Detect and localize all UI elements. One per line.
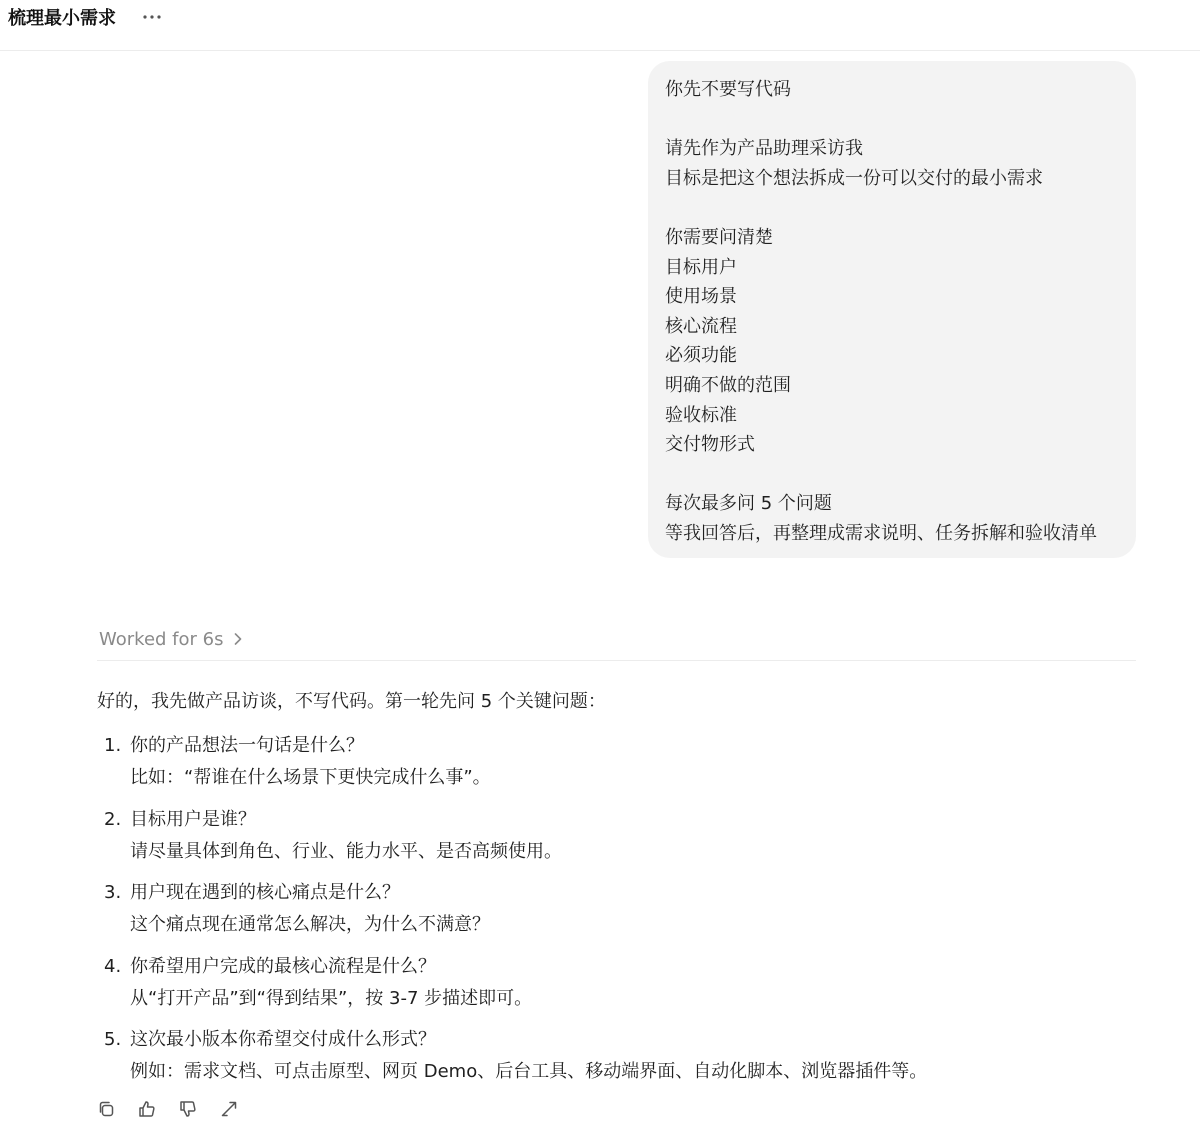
question-text: 你的产品想法一句话是什么？ <box>130 735 364 756</box>
message-line: 目标用户 <box>665 256 737 278</box>
question-item <box>97 805 1097 879</box>
worked-label: Worked for 6s <box>99 628 224 650</box>
blank-line <box>665 193 1136 223</box>
share-icon[interactable] <box>217 1097 258 1121</box>
question-text: 目标用户是谁？ <box>130 808 256 830</box>
question-number: 3. <box>104 882 122 903</box>
question-detail: 这个痛点现在通常怎么解决，为什么不满意？ <box>130 914 490 935</box>
question-item <box>97 1025 1097 1099</box>
question-number: 2. <box>104 808 122 830</box>
question-number: 1. <box>104 735 122 756</box>
question-detail: 请尽量具体到角色、行业、能力水平、是否高频使用。 <box>130 840 562 862</box>
message-line: 你需要问清楚 <box>665 226 773 248</box>
assistant-intro: 好的，我先做产品访谈，不写代码。第一轮先问 5 个关键问题： <box>97 691 606 712</box>
copy-icon[interactable] <box>94 1097 135 1121</box>
conversation-title: 梳理最小需求 <box>8 8 116 29</box>
message-line: 目标是把这个想法拆成一份可以交付的最小需求 <box>665 167 1043 189</box>
message-line: 验收标准 <box>665 404 737 426</box>
question-text: 用户现在遇到的核心痛点是什么？ <box>130 882 400 903</box>
message-line: 交付物形式 <box>665 434 755 456</box>
question-item <box>97 731 1097 805</box>
blank-line <box>665 460 1136 490</box>
divider <box>97 660 1136 661</box>
message-line: 你先不要写代码 <box>665 79 791 100</box>
blank-line <box>665 105 1136 135</box>
question-detail: 例如：需求文档、可点击原型、网页 Demo、后台工具、移动端界面、自动化脚本、浏览器插件等。 <box>130 1061 928 1082</box>
message-line: 明确不做的范围 <box>665 374 791 396</box>
thumbs-up-icon[interactable] <box>135 1097 176 1121</box>
question-number: 4. <box>104 955 122 977</box>
message-line: 必须功能 <box>665 345 737 367</box>
question-list <box>97 731 1097 1099</box>
message-line: 使用场景 <box>665 286 737 308</box>
top-bar <box>0 0 1200 51</box>
question-item <box>97 952 1097 1026</box>
question-detail: 从“打开产品”到“得到结果”，按 3-7 步描述即可。 <box>130 987 533 1009</box>
message-line: 核心流程 <box>665 315 737 337</box>
question-detail: 比如：“帮谁在什么场景下更快完成什么事”。 <box>130 767 491 788</box>
message-line: 每次最多问 5 个问题 <box>665 493 832 515</box>
message-line: 请先作为产品助理采访我 <box>665 138 863 160</box>
chevron-right-icon <box>233 632 243 646</box>
user-message-bubble <box>648 61 1136 558</box>
message-line: 等我回答后，再整理成需求说明、任务拆解和验收清单 <box>665 522 1097 544</box>
question-text: 这次最小版本你希望交付成什么形式？ <box>130 1029 436 1050</box>
worked-for-toggle[interactable] <box>99 626 243 652</box>
ellipsis-icon[interactable] <box>140 4 164 30</box>
question-item <box>97 878 1097 952</box>
message-actions <box>94 1097 258 1121</box>
question-number: 5. <box>104 1029 122 1050</box>
question-text: 你希望用户完成的最核心流程是什么？ <box>130 955 436 977</box>
thumbs-down-icon[interactable] <box>176 1097 217 1121</box>
